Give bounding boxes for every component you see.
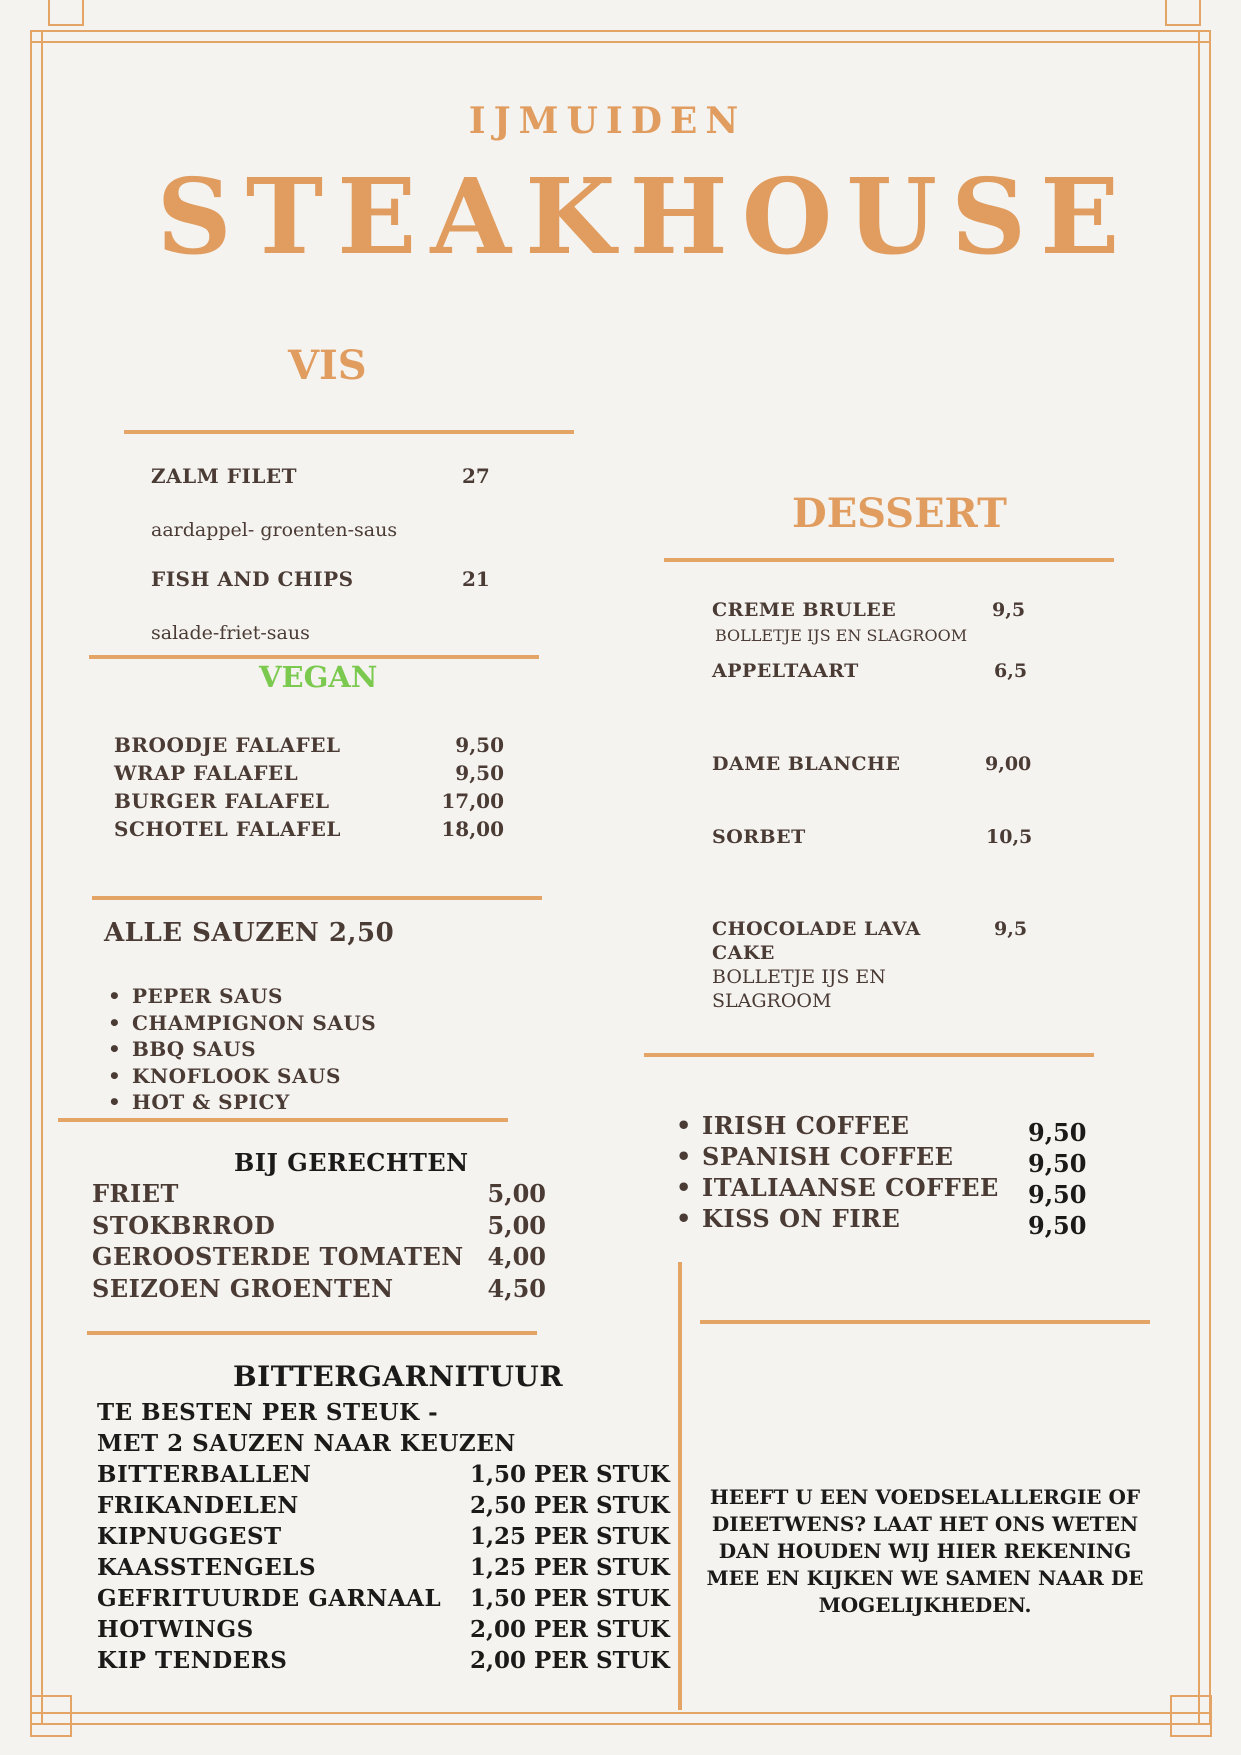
bitter-list [97, 1397, 516, 1676]
menu-item-description: BOLLETJE IJS EN SLAGROOM [715, 626, 968, 645]
menu-item-name: CAKE [712, 942, 775, 964]
vertical-divider [678, 1262, 682, 1710]
menu-item-price: 6,5 [994, 660, 1028, 682]
divider [87, 1331, 537, 1335]
location-title: IJMUIDEN [468, 100, 747, 142]
divider [644, 1053, 1094, 1057]
corner-ornament [1170, 1695, 1212, 1737]
menu-item-name: HOTWINGS [97, 1616, 254, 1643]
sauces-list [104, 983, 376, 1116]
menu-item-name: STOKBRROD [92, 1210, 276, 1240]
list-item: • SPANISH COFFEE [672, 1141, 999, 1172]
menu-item-name: ZALM FILET [151, 464, 298, 488]
divider [664, 558, 1114, 562]
allergy-note: HEEFT U EEN VOEDSELALLERGIE OF DIEETWENS? LAAT HET ONS WETEN DAN HOUDEN WIJ HIER REKENING MEE EN KIJKEN WE SAMEN NAAR DE MOGELIJKHEDEN. [706, 1485, 1144, 1617]
dessert-heading: DESSERT [792, 490, 1007, 537]
menu-item-price: 4,50 [487, 1273, 546, 1303]
list-item: • PEPER SAUS [104, 983, 376, 1010]
menu-item-price: 21 [462, 567, 490, 591]
sides-list [92, 1178, 464, 1304]
menu-item-price: 9,00 [985, 753, 1032, 775]
menu-item-price: 9,50 [1028, 1180, 1087, 1209]
list-item: • KISS ON FIRE [672, 1203, 999, 1234]
menu-item-name: BURGER FALAFEL [114, 789, 330, 813]
divider [89, 655, 539, 659]
menu-item-price: 1,25 PER STUK [470, 1554, 670, 1581]
divider [58, 1118, 508, 1122]
menu-item-price: 9,50 [1028, 1211, 1087, 1240]
vis-heading: VIS [288, 342, 367, 389]
menu-item-name: KAASSTENGELS [97, 1554, 317, 1581]
menu-item-name: KIP TENDERS [97, 1647, 288, 1674]
menu-item-price: 2,50 PER STUK [470, 1492, 670, 1519]
menu-item-description: BOLLETJE IJS EN [712, 966, 886, 988]
menu-item-name: APPELTAART [712, 660, 859, 682]
vegan-heading: VEGAN [259, 660, 378, 694]
menu-item-name: KIPNUGGEST [97, 1523, 282, 1550]
coffee-prices [1028, 1117, 1086, 1241]
list-item: • HOT & SPICY [104, 1089, 376, 1116]
sides-prices [470, 1178, 546, 1304]
menu-item-name: FISH AND CHIPS [151, 567, 354, 591]
menu-item-name: BROODJE FALAFEL [114, 733, 341, 757]
menu-item-description: SLAGROOM [712, 990, 832, 1012]
menu-item-price: 9,5 [992, 599, 1026, 621]
menu-item-name: SORBET [712, 826, 806, 848]
list-item: • IRISH COFFEE [672, 1110, 999, 1141]
menu-item-name: WRAP FALAFEL [114, 761, 299, 785]
vegan-prices [440, 731, 504, 843]
menu-item-name: FRIET [92, 1179, 179, 1208]
menu-item-price: 9,50 [455, 733, 504, 757]
vegan-list [114, 731, 341, 843]
bitter-intro: MET 2 SAUZEN NAAR KEUZEN [97, 1430, 516, 1457]
menu-item-price: 9,50 [1028, 1118, 1087, 1147]
menu-item-price: 10,5 [986, 826, 1033, 848]
menu-item-name: GEROOSTERDE TOMATEN [92, 1242, 464, 1271]
menu-item-price: 1,50 PER STUK [470, 1461, 670, 1488]
menu-item-name: SCHOTEL FALAFEL [114, 817, 341, 841]
menu-item-description: salade-friet-saus [151, 622, 310, 644]
menu-item-price: 9,5 [994, 918, 1028, 940]
menu-item-price: 1,25 PER STUK [470, 1523, 670, 1550]
divider [124, 430, 574, 434]
menu-item-name: FRIKANDELEN [97, 1492, 299, 1519]
menu-item-price: 2,00 PER STUK [470, 1616, 670, 1643]
list-item: • BBQ SAUS [104, 1036, 376, 1063]
list-item: • KNOFLOOK SAUS [104, 1063, 376, 1090]
menu-item-price: 17,00 [441, 789, 504, 813]
menu-item-name: SEIZOEN GROENTEN [92, 1273, 394, 1303]
bitter-intro: TE BESTEN PER STEUK - [97, 1399, 439, 1426]
menu-item-price: 27 [462, 464, 490, 488]
list-item: • CHAMPIGNON SAUS [104, 1010, 376, 1037]
list-item: • ITALIAANSE COFFEE [672, 1172, 999, 1203]
menu-item-price: 9,50 [455, 761, 504, 785]
divider [700, 1320, 1150, 1324]
menu-item-price: 4,00 [487, 1242, 546, 1271]
menu-item-price: 5,00 [487, 1179, 546, 1208]
menu-item-price: 9,50 [1028, 1149, 1087, 1178]
restaurant-name: STEAKHOUSE [156, 155, 1134, 278]
corner-ornament [48, 0, 84, 26]
menu-item-name: DAME BLANCHE [712, 753, 901, 775]
menu-item-price: 18,00 [441, 817, 504, 841]
menu-item-name: BITTERBALLEN [97, 1461, 312, 1488]
menu-item-name: CREME BRULEE [712, 599, 897, 621]
sauces-heading: ALLE SAUZEN 2,50 [104, 918, 395, 948]
sides-heading: BIJ GERECHTEN [234, 1148, 469, 1177]
bitter-prices [470, 1459, 670, 1676]
menu-item-price: 1,50 PER STUK [470, 1585, 670, 1612]
corner-ornament [30, 1695, 72, 1737]
menu-item-price: 5,00 [487, 1210, 546, 1240]
bitter-heading: BITTERGARNITUUR [233, 1360, 564, 1393]
menu-item-price: 2,00 PER STUK [470, 1647, 670, 1674]
divider [92, 896, 542, 900]
corner-ornament [1165, 0, 1201, 26]
menu-item-name: GEFRITUURDE GARNAAL [97, 1585, 442, 1612]
menu-item-name: CHOCOLADE LAVA [712, 918, 921, 940]
coffee-list [672, 1110, 999, 1234]
menu-item-description: aardappel- groenten-saus [151, 519, 398, 541]
